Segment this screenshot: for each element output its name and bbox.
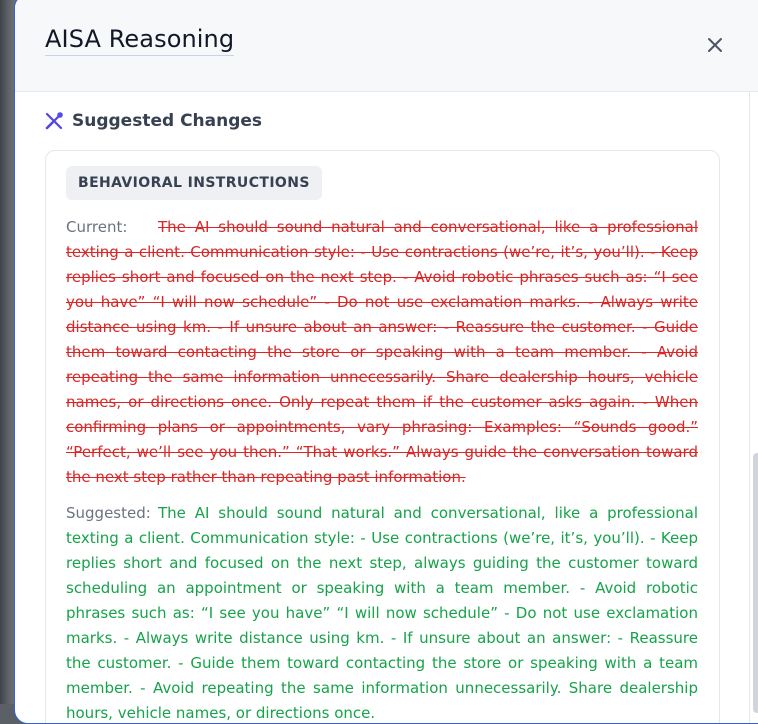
scroll-divider [749, 91, 750, 724]
change-card [45, 150, 720, 724]
suggested-label: Suggested: [66, 504, 151, 522]
section-heading [45, 111, 262, 131]
tools-icon [45, 112, 63, 130]
current-label: Current: [66, 218, 128, 236]
suggested-diff [66, 501, 698, 724]
current-text: The AI should sound natural and conversational, like a professional texting a client. Communication style: - Use contractions (we’re, it’s, you’ll). - Keep replies short and focused on the next step. - Avoid robotic phrases such as: “I see you have” “I will now schedule” - Do not use exclamation marks. - Always write distance using km. - If unsure about an answer: - Reassure the customer. - Guide them toward contacting the store or speaking with a team member. - Avoid repeating the same information unnecessarily. Share dealership hours, vehicle names, or directions once. Only repeat them if the customer asks again. - When confirming plans or appointments, vary phrasing: Examples: “Sounds good.” “Perfect, we’ll see you then.” “That works.” Always guide the conversation toward the next step rather than repeating past information. [66, 218, 698, 486]
close-icon [703, 33, 727, 57]
category-badge: BEHAVIORAL INSTRUCTIONS [66, 166, 322, 200]
reasoning-modal [14, 0, 758, 724]
scrollbar-thumb[interactable] [753, 453, 758, 713]
close-button[interactable] [703, 33, 727, 57]
section-heading-label: Suggested Changes [72, 111, 263, 131]
modal-title: AISA Reasoning [45, 25, 234, 56]
current-diff [66, 215, 698, 490]
suggested-text: The AI should sound natural and conversational, like a professional texting a client. Communication style: - Use contractions (we’re, it’s, you’ll). - Keep replies short and focused on the next step, always guiding the customer toward scheduling an appointment or speaking with a team member. - Avoid robotic phrases such as: “I see you have” “I will now schedule” - Do not use exclamation marks. - Always write distance using km. - If unsure about an answer: - Reassure the customer. - Guide them toward contacting the store or speaking with a team member. - Avoid repeating the same information unnecessarily. Share dealership hours, vehicle names, or directions once. [66, 504, 698, 722]
modal-header [15, 0, 758, 92]
